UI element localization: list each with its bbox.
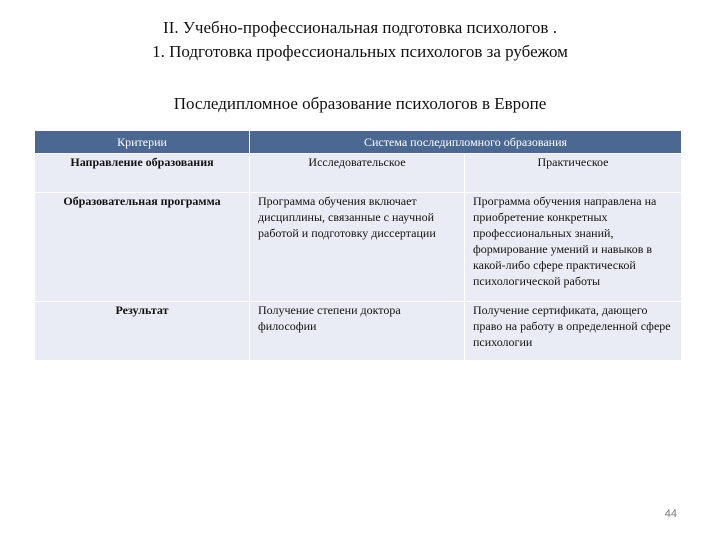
row-criterion: Образовательная программа	[35, 193, 250, 302]
slide-subtitle: Последипломное образование психологов в Европе	[173, 94, 547, 113]
heading-line-2: 1. Подготовка профессиональных психологов за рубежом	[152, 42, 568, 61]
cell-research: Исследовательское	[250, 154, 465, 193]
row-criterion: Направление образования	[35, 154, 250, 193]
cell-practical: Программа обучения направлена на приобретение конкретных профессиональных знаний, формирование умений и навыков в какой-либо сфере практической психологической работы	[465, 193, 682, 302]
header-criteria: Критерии	[35, 131, 250, 154]
row-criterion: Результат	[35, 302, 250, 361]
education-table	[34, 130, 682, 361]
heading-line-1: II. Учебно-профессиональная подготовка психологов .	[163, 18, 557, 37]
cell-research: Программа обучения включает дисциплины, связанные с научной работой и подготовку диссертации	[250, 193, 465, 302]
cell-practical: Получение сертификата, дающего право на работу в определенной сфере психологии	[465, 302, 682, 361]
header-system: Система последипломного образования	[250, 131, 682, 154]
table-header-row	[35, 131, 682, 154]
table-row	[35, 154, 682, 193]
cell-research: Получение степени доктора философии	[250, 302, 465, 361]
table-row	[35, 302, 682, 361]
cell-practical: Практическое	[465, 154, 682, 193]
table-row	[35, 193, 682, 302]
page-number: 44	[664, 508, 677, 520]
